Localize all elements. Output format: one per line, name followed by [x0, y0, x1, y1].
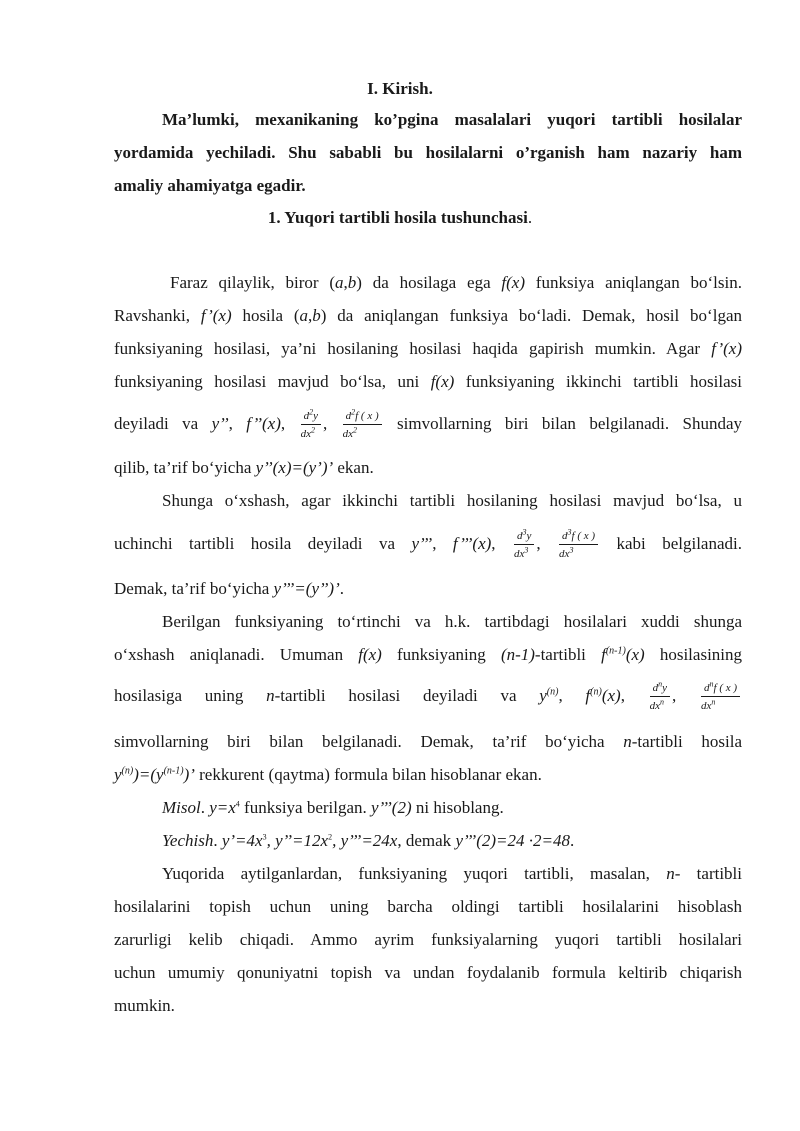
fraction-d2f-dx2: $\frac{d^2f ( x )}{dx^2}$: [343, 410, 382, 440]
p3-line-4: simvollarning biri bilan belgilanadi. Demak, ta’rif bo‘yicha n-tartibli hosila: [114, 732, 743, 751]
p4-line-5: mumkin.: [114, 996, 175, 1015]
p2-line-1: Shunga o‘xshash, agar ikkinchi tartibli hosilaning hosilasi mavjud bo‘lsa, u: [162, 491, 742, 510]
p1-line-1: Faraz qilaylik, biror (a,b) da hosilaga ega f(x) funksiya aniqlangan bo‘lsin.: [170, 273, 742, 292]
intro-line-3: amaliy ahamiyatga egadir.: [114, 176, 306, 195]
example-line: Misol. $y=x^4$ funksiya berilgan. y’’’(2) ni hisoblang.: [162, 798, 504, 817]
p3-line-3: hosilasiga uning n-tartibli hosilasi deyiladi va $y^{(n)}$, $f^{(n)}(x)$, $\frac{d^ny}{dx^n}$ , $\frac{d^nf ( x )}{dx^n}$: [114, 673, 742, 719]
p1-line-3: funksiyaning hosilasi, ya’ni hosilaning hosilasi haqida gapirish mumkin. Agar f’(x): [114, 339, 742, 358]
fraction-dny-dxn: $\frac{d^ny}{dx^n}$: [650, 682, 670, 712]
p2-line-3: Demak, ta’rif bo‘yicha y’’’=(y’’)’.: [114, 579, 344, 598]
p3-line-5: $y^{(n)})=(y^{(n-1)})$’ rekkurent (qaytma) formula bilan hisoblanar ekan.: [114, 765, 542, 784]
fraction-d3y-dx3: $\frac{d^3y}{dx^3}$: [514, 530, 534, 560]
p2-line-2: uchinchi tartibli hosila deyiladi va y’’’, f’’’(x), $\frac{d^3y}{dx^3}$ , $\frac{d^3f ( x )}{dx^3}$ kabi belgilanadi.: [114, 527, 742, 561]
p1-line-2: Ravshanki, f’(x) hosila (a,b) da aniqlangan funksiya bo‘ladi. Demak, hosil bo‘lgan: [114, 306, 742, 325]
fraction-d2y-dx2: $\frac{d^2y}{dx^2}$: [301, 410, 321, 440]
subheading: 1. Yuqori tartibli hosila tushunchasi.: [267, 208, 533, 227]
intro-line-2: yordamida yechiladi. Shu sababli bu hosilalarni o’rganish ham nazariy ham: [114, 143, 742, 162]
p1-line-4: funksiyaning hosilasi mavjud bo‘lsa, uni f(x) funksiyaning ikkinchi tartibli hosilasi: [114, 372, 742, 391]
intro-line-1: Ma’lumki, mexanikaning ko’pgina masalalari yuqori tartibli hosilalar: [162, 110, 742, 129]
solution-line: Yechish. $y’=4x^3$, $y’’=12x^2$, y’’’=24x, demak y’’’(2)=24 ·2=48.: [162, 831, 575, 850]
fraction-d3f-dx3: $\frac{d^3f ( x )}{dx^3}$: [559, 530, 598, 560]
p1-line-6: qilib, ta’rif bo‘yicha y’’(x)=(y’)’ ekan.: [114, 458, 374, 477]
p3-line-2: o‘xshash aniqlanadi. Umuman f(x) funksiyaning (n-1)-tartibli $f^{(n-1)}(x)$ hosilasining: [114, 645, 743, 664]
p3-line-1: Berilgan funksiyaning to‘rtinchi va h.k. tartibdagi hosilalari xuddi shunga: [162, 612, 742, 631]
p4-line-1: Yuqorida aytilganlardan, funksiyaning yuqori tartibli, masalan, n- tartibli: [162, 864, 743, 883]
fraction-dnf-dxn: $\frac{d^nf ( x )}{dx^n}$: [701, 682, 740, 712]
p4-line-2: hosilalarini topish uchun uning barcha oldingi tartibli hosilalarini hisoblash: [114, 897, 742, 916]
p4-line-3: zarurligi kelib chiqadi. Ammo ayrim funksiyalarning yuqori tartibli hosilalari: [114, 930, 742, 949]
p4-line-4: uchun umumiy qonuniyatni topish va undan foydalanib formula keltirib chiqarish: [114, 963, 742, 982]
section-heading: I. Kirish.: [367, 79, 433, 98]
p1-line-5: deyiladi va y’’, f’’(x), $\frac{d^2y}{dx^2}$ , $\frac{d^2f ( x )}{dx^2}$ simvollarning biri bilan belgilanadi. Shunday: [114, 407, 743, 441]
